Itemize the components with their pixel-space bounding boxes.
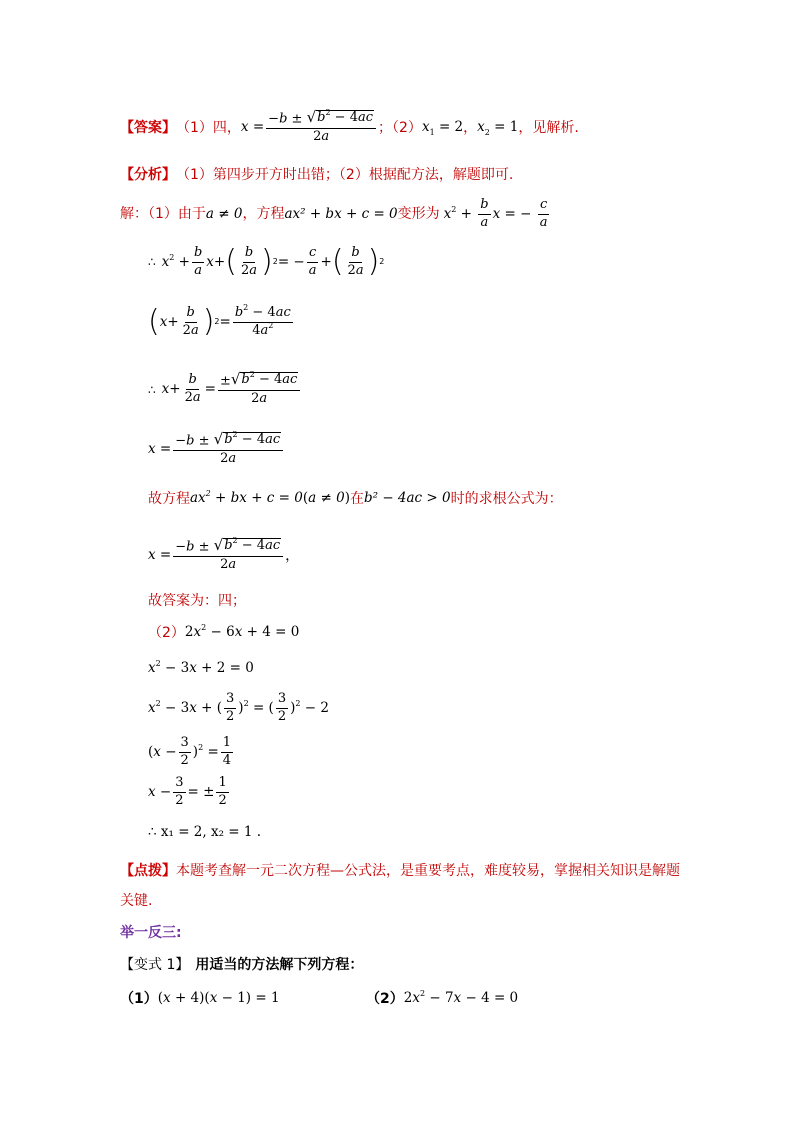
comment-line1 [120, 864, 680, 878]
formula-prefix: 故方程 [148, 491, 190, 507]
solution-eq: ax² + bx + c = 0 [284, 205, 398, 222]
formula-restated: x = −b ± √ $b^2 - 4ac$ 2a ， [148, 536, 300, 573]
answer-end: ，见解析. [518, 119, 579, 136]
answer-comma: ， [463, 119, 478, 136]
so-answer-line [148, 594, 246, 608]
analysis-text: （1）第四步开方时出错；（2）根据配方法，解题即可. [176, 167, 514, 183]
step-sqrt: ∴ x + $\frac{b}{2a}$ = ± √ $b^2 - 4ac$ 2a [148, 372, 302, 407]
part2-step4: x − $\frac{3}{2}$ = ± $\frac{1}{2}$ [148, 775, 227, 808]
answer-line [120, 110, 579, 145]
part2-step1: $x^2 - 3x + 2 = 0$ [148, 659, 254, 676]
answer-part1: （1）四， [176, 119, 241, 136]
solution-cond: a ≠ 0 [205, 205, 243, 222]
answer-x2: $x_2 = 1$ [477, 118, 519, 137]
step-x-formula: x = −b ± √ $b^2 - 4ac$ 2a [148, 432, 285, 467]
variant-label: 【变式 1】 [120, 957, 190, 973]
comment-text2: 关键. [120, 893, 153, 909]
part2-step2: $x^2 - 3x$ + ( $\frac{3}{2}$ )$^2$ = ( $\frac{3}{2}$ )$^2$ − 2 [148, 691, 329, 724]
q1-equation: (x + 4)(x − 1) = 1 [157, 990, 280, 1007]
analysis-label: 【分析】 [120, 167, 176, 183]
part2-line [148, 623, 300, 641]
answer-part2: ；（2） [378, 119, 422, 136]
therefore-icon: ∴ [148, 382, 156, 397]
transformed-eq: $x^2$ + $\frac{b}{a}$ x = − $\frac{c}{a}$ [443, 197, 548, 230]
solution-intro-line [120, 198, 551, 231]
quadratic-formula: −b ± √ $b^2 - 4ac$ 2a [266, 110, 376, 145]
comment-line2 [120, 894, 152, 908]
part2-step3: (x − $\frac{3}{2}$ )$^2$ = $\frac{1}{4}$ [148, 735, 232, 768]
formula-cond: b² − 4ac > 0 [363, 490, 451, 507]
final-answer: ∴ x₁ = 2, x₂ = 1 . [148, 824, 262, 840]
variant-line [120, 958, 363, 972]
answer-x1: $x_1 = 2$ [421, 118, 464, 137]
section-title: 举一反三: [120, 925, 182, 941]
part2-equation: $2x^2 - 6x + 4 = 0$ [184, 623, 300, 641]
part2-final [148, 826, 261, 840]
formula-equation: $ax^2$ + bx + c = 0(a ≠ 0) [190, 489, 350, 507]
solution-intro: 解：（1）由于 [120, 206, 206, 223]
section-title-line [120, 926, 182, 940]
q2-equation: $2x^2 - 7x - 4 = 0$ [403, 989, 519, 1007]
step-complete-square: ∴ $x^2$ + $\frac{b}{a}$ x + ( $\frac{b}{2a}$ ) 2 = − $\frac{c}{a}$ + ( $\frac{b}{2a}$ ) 2 [148, 244, 385, 280]
therefore-icon: ∴ [148, 255, 156, 270]
q2-label: （2） [366, 991, 404, 1007]
formula-x-equals: x = [240, 118, 265, 135]
step-square-form: ( x + $\frac{b}{2a}$ ) 2 = $\frac{b^2 - 4ac}{4a^2}$ [148, 303, 291, 340]
solution-tail: 变形为 [397, 206, 440, 223]
comment-label: 【点拨】 [120, 863, 176, 879]
so-answer: 故答案为：四； [148, 593, 246, 609]
formula-mid: 在 [349, 491, 364, 507]
answer-label: 【答案】 [120, 119, 176, 136]
question2-line [366, 989, 519, 1007]
comment-text1: 本题考查解一元二次方程—公式法，是重要考点，难度较易，掌握相关知识是解题 [176, 863, 680, 879]
question1-line [120, 992, 280, 1006]
variant-title: 用适当的方法解下列方程： [195, 957, 364, 973]
formula-statement-line [148, 489, 563, 507]
q1-label: （1） [120, 991, 158, 1007]
part2-label: （2） [148, 625, 185, 641]
analysis-line [120, 168, 513, 182]
solution-mid: ，方程 [242, 206, 285, 223]
formula-tail: 时的求根公式为： [450, 491, 563, 507]
